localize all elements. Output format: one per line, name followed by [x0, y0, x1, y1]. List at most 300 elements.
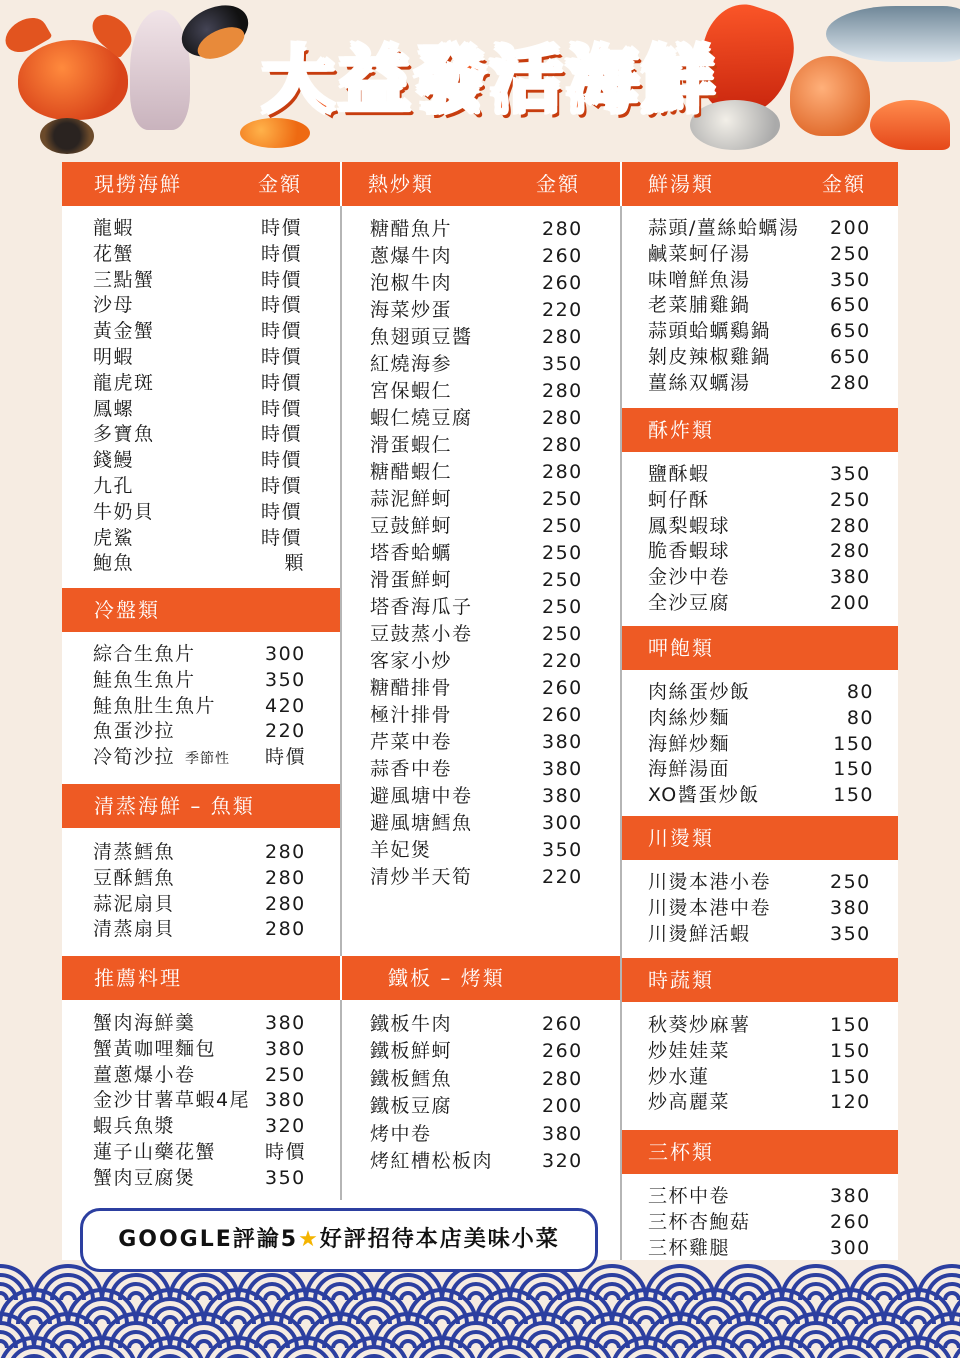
- menu-item-name: 鮭魚肚生魚片: [93, 694, 217, 717]
- menu-item-price: 260: [542, 245, 583, 267]
- menu-item-name: 海菜炒蛋: [370, 299, 453, 321]
- menu-item-price: 時價: [265, 1140, 307, 1163]
- menu-item-name: 炒高麗菜: [648, 1091, 731, 1114]
- wave-pattern: [0, 1260, 960, 1358]
- menu-item-name: 泡椒牛肉: [370, 272, 453, 294]
- menu-item: [648, 514, 871, 540]
- menu-item-price: 250: [830, 488, 871, 511]
- menu-item: [93, 719, 306, 745]
- menu-item: [93, 1140, 307, 1166]
- menu-item-name: 烤紅槽松板肉: [370, 1149, 494, 1172]
- menu-item-price: 350: [830, 463, 871, 485]
- menu-item-name: 龍蝦: [93, 217, 135, 239]
- section-header-fried: 酥炸類: [622, 408, 898, 452]
- menu-item: [93, 745, 307, 771]
- menu-item-name: 全沙豆腐: [648, 591, 731, 614]
- menu-item: [648, 488, 871, 514]
- menu-item-price: 時價: [265, 746, 307, 769]
- menu-item-price: 時價: [261, 294, 303, 317]
- menu-item-name: 綜合生魚片: [93, 643, 196, 665]
- section-header-steamed: 清蒸海鮮 – 魚類: [62, 784, 340, 828]
- menu-item-name: 鐵板豆腐: [370, 1095, 453, 1118]
- menu-item-price: 時價: [261, 371, 303, 394]
- menu-item-name: 黃金蟹: [93, 320, 155, 343]
- menu-item: [93, 1011, 306, 1037]
- menu-item: [370, 594, 583, 621]
- menu-item-name: 三杯中卷: [648, 1185, 731, 1207]
- menu-item-price: 250: [542, 623, 583, 645]
- section-items: [93, 840, 306, 943]
- menu-item-price: 380: [265, 1037, 306, 1060]
- menu-item-price: 300: [265, 643, 306, 665]
- menu-item: [648, 216, 871, 242]
- menu-item-price: 250: [542, 569, 583, 591]
- menu-item-price: 650: [830, 320, 871, 343]
- column-divider: [340, 206, 342, 956]
- menu-item: [370, 648, 583, 675]
- menu-item: [93, 448, 303, 474]
- menu-item-name: 芹菜中卷: [370, 731, 453, 753]
- menu-item: [648, 870, 871, 896]
- menu-item-name: 鮑魚: [93, 552, 135, 575]
- section-header-iron: 鐵板 – 烤類: [342, 956, 620, 1000]
- menu-item: [370, 216, 583, 243]
- menu-item-price: 320: [265, 1115, 306, 1138]
- menu-item-name: 魚蛋沙拉: [93, 720, 176, 743]
- menu-item: [648, 1090, 871, 1116]
- menu-item-name: 鐵板鱈魚: [370, 1067, 453, 1090]
- menu-item: [648, 319, 871, 345]
- menu-item-price: 80: [846, 706, 874, 729]
- menu-item-name: 宮保蝦仁: [370, 380, 453, 402]
- section-header-stirfry: 熱炒類 金額: [342, 162, 620, 206]
- menu-item-price: 時價: [261, 474, 303, 497]
- menu-item: [370, 378, 583, 405]
- menu-item: [370, 1011, 583, 1038]
- menu-item-price: 時價: [261, 345, 303, 368]
- menu-item: [370, 621, 583, 648]
- menu-item-price: 150: [830, 1014, 871, 1036]
- menu-item-price: 260: [542, 1013, 583, 1035]
- menu-item: [648, 242, 871, 268]
- menu-item: [648, 896, 871, 922]
- menu-item: [370, 675, 583, 702]
- menu-item: [93, 500, 303, 526]
- menu-item-price: 650: [830, 294, 871, 317]
- menu-item-name: 脆香蝦球: [648, 540, 731, 563]
- menu-item: [93, 1088, 306, 1114]
- section-items: [648, 462, 871, 617]
- menu-item-price: 260: [542, 272, 583, 294]
- menu-item-price: 380: [830, 1185, 871, 1207]
- menu-item: [93, 892, 306, 918]
- menu-item: [370, 1093, 583, 1120]
- google-review-banner: GOOGLE評論5★好評招待本店美味小菜: [80, 1208, 598, 1272]
- menu-item: [370, 729, 583, 756]
- menu-item-price: 280: [830, 540, 871, 563]
- menu-item-price: 300: [542, 812, 583, 834]
- menu-item: [93, 642, 306, 668]
- menu-item-name: 清蒸鱈魚: [93, 841, 176, 863]
- menu-item-price: 顆: [284, 552, 305, 575]
- menu-item-name: 清蒸扇貝: [93, 918, 176, 941]
- section-header-veg: 時蔬類: [622, 958, 898, 1002]
- menu-item-name: 多寶魚: [93, 423, 155, 446]
- section-header-blanched: 川燙類: [622, 816, 898, 860]
- menu-item-name: 老菜脯雞鍋: [648, 294, 751, 317]
- section-items: [370, 1011, 583, 1175]
- menu-item: [648, 293, 871, 319]
- menu-item: [648, 1039, 871, 1065]
- menu-item-name: XO醬蛋炒飯: [648, 784, 760, 807]
- menu-item-price: 280: [265, 866, 306, 889]
- menu-item: [93, 397, 303, 423]
- menu-item-name: 蔥爆牛肉: [370, 245, 453, 267]
- menu-item-name: 三杯杏鮑菇: [648, 1210, 751, 1233]
- menu-item: [370, 1121, 583, 1148]
- menu-item-name: 九孔: [93, 474, 135, 497]
- menu-item-name: 豆酥鱈魚: [93, 866, 176, 889]
- menu-item: [648, 268, 871, 294]
- menu-item-name: 鹽酥蝦: [648, 463, 710, 485]
- menu-item-price: 時價: [261, 500, 303, 523]
- restaurant-title: 大益發活海鮮: [261, 38, 718, 122]
- menu-item-price: 380: [542, 758, 583, 780]
- menu-item-name: 滑蛋鮮蚵: [370, 569, 453, 591]
- menu-item-name: 蒜頭蛤蠣鷄鍋: [648, 320, 772, 343]
- menu-item-price: 300: [830, 1236, 871, 1259]
- menu-item: [370, 405, 583, 432]
- section-header-cold: 冷盤類: [62, 588, 340, 632]
- amount-label: 金額: [258, 172, 302, 196]
- menu-item-name: 鳳梨蝦球: [648, 514, 731, 537]
- menu-item: [370, 324, 583, 351]
- menu-item: [370, 459, 583, 486]
- menu-item: [648, 732, 874, 758]
- menu-item-name: 糖醋排骨: [370, 677, 453, 699]
- menu-item: [93, 1166, 306, 1192]
- menu-item: [370, 432, 583, 459]
- menu-item-name: 炒水蓮: [648, 1065, 710, 1088]
- menu-item-price: 280: [542, 407, 583, 429]
- menu-item-price: 350: [830, 268, 871, 291]
- menu-item-price: 280: [542, 1067, 583, 1090]
- menu-item: [648, 1013, 871, 1039]
- menu-item-name: 羊妃煲: [370, 839, 432, 861]
- menu-item: [648, 1184, 871, 1210]
- menu-item: [648, 1210, 871, 1236]
- menu-item-name: 薑蔥爆小卷: [93, 1063, 196, 1086]
- menu-item: [648, 345, 871, 371]
- menu-item-price: 380: [830, 566, 871, 589]
- menu-item: [93, 526, 303, 552]
- menu-item-name: 蒜香中卷: [370, 758, 453, 780]
- menu-item: [370, 486, 583, 513]
- menu-item-price: 時價: [261, 526, 303, 549]
- menu-item-price: 時價: [261, 268, 303, 291]
- menu-item: [370, 702, 583, 729]
- menu-item-price: 260: [830, 1210, 871, 1233]
- menu-item-price: 250: [542, 515, 583, 537]
- section-header-soup: 鮮湯類 金額: [622, 162, 898, 206]
- menu-item-price: 420: [265, 694, 306, 717]
- menu-item-name: 蟹肉海鮮羹: [93, 1012, 196, 1034]
- menu-item: [93, 474, 303, 500]
- menu-item-price: 200: [830, 217, 871, 239]
- menu-item-name: 錢鰻: [93, 449, 135, 472]
- menu-item-name: 川燙本港中卷: [648, 896, 772, 919]
- menu-item-name: 極汁排骨: [370, 704, 453, 726]
- menu-item-name: 塔香蛤蠣: [370, 542, 453, 564]
- section-items: [648, 1184, 871, 1261]
- menu-item-price: 260: [542, 1040, 583, 1063]
- menu-item-price: 280: [542, 218, 583, 240]
- menu-item-name: 蓮子山藥花蟹: [93, 1140, 217, 1163]
- menu-item: [93, 917, 306, 943]
- menu-item: [93, 694, 306, 720]
- menu-item-name: 三杯雞腿: [648, 1236, 731, 1259]
- menu-item-price: 200: [542, 1095, 583, 1118]
- menu-item-name: 魚翅頭豆醬: [370, 326, 473, 348]
- menu-item-name: 味噌鮮魚湯: [648, 268, 751, 291]
- menu-item-name: 肉絲炒麵: [648, 706, 731, 729]
- menu-item-name: 避風塘中卷: [370, 785, 473, 807]
- menu-item-price: 380: [830, 896, 871, 919]
- section-items: [648, 1013, 871, 1116]
- menu-item-price: 380: [542, 1122, 583, 1145]
- menu-item-name: 金沙中卷: [648, 566, 731, 589]
- menu-item-name: 冷筍沙拉: [93, 746, 176, 769]
- menu-item: [648, 371, 871, 397]
- menu-item: [370, 1148, 583, 1175]
- section-items: [370, 216, 583, 891]
- menu-item-name: 塔香海瓜子: [370, 596, 473, 618]
- menu-item-price: 150: [830, 1065, 871, 1088]
- menu-item: [648, 565, 871, 591]
- menu-item: [370, 351, 583, 378]
- menu-item-price: 250: [542, 542, 583, 564]
- menu-item-price: 260: [542, 704, 583, 726]
- menu-item-price: 時價: [261, 217, 303, 239]
- menu-item-price: 280: [542, 461, 583, 483]
- menu-item-price: 280: [542, 380, 583, 402]
- menu-item-name: 金沙甘薯草蝦4尾: [93, 1089, 251, 1112]
- menu-item-price: 650: [830, 345, 871, 368]
- menu-item: [93, 293, 303, 319]
- menu-item: [648, 462, 871, 488]
- menu-item-price: 280: [265, 918, 306, 941]
- menu-item-price: 150: [833, 784, 874, 807]
- menu-item: [370, 756, 583, 783]
- menu-item: [370, 567, 583, 594]
- menu-item-name: 炒娃娃菜: [648, 1039, 731, 1062]
- menu-item-name: 蝦兵魚漿: [93, 1115, 176, 1138]
- menu-item-name: 豆鼓蒸小卷: [370, 623, 473, 645]
- menu-item-name: 蟹肉豆腐煲: [93, 1166, 196, 1189]
- menu-item-price: 250: [830, 242, 871, 265]
- menu-item: [93, 866, 306, 892]
- menu-item-price: 280: [265, 892, 306, 915]
- menu-item-name: 蚵仔酥: [648, 488, 710, 511]
- section-header-rice: 呷飽類: [622, 626, 898, 670]
- menu-item-name: 蒜泥鮮蚵: [370, 488, 453, 510]
- menu-item-price: 350: [542, 839, 583, 861]
- menu-item-name: 虎鯊: [93, 526, 135, 549]
- menu-item-price: 380: [542, 785, 583, 807]
- menu-item-name: 蝦仁燒豆腐: [370, 407, 473, 429]
- menu-item-price: 150: [830, 1039, 871, 1062]
- menu-item-price: 220: [542, 650, 583, 672]
- menu-item-price: 250: [542, 488, 583, 510]
- menu-item-price: 150: [833, 732, 874, 755]
- menu-item: [93, 242, 303, 268]
- menu-item: [648, 591, 871, 617]
- menu-item-name: 紅燒海参: [370, 353, 453, 375]
- section-items: [648, 680, 874, 809]
- menu-item-price: 250: [830, 871, 871, 893]
- menu-item: [370, 864, 583, 891]
- menu-item-price: 150: [833, 758, 874, 781]
- menu-item: [648, 539, 871, 565]
- menu-item: [648, 922, 871, 948]
- menu-item: [93, 422, 303, 448]
- menu-item-name: 鳳螺: [93, 397, 135, 420]
- menu-item-price: 350: [265, 668, 306, 691]
- menu-item: [370, 297, 583, 324]
- menu-item-name: 沙母: [93, 294, 135, 317]
- menu-item-price: 380: [542, 731, 583, 753]
- menu-item-name: 花蟹: [93, 242, 135, 265]
- menu-item: [93, 268, 303, 294]
- menu-item-name: 避風塘鱈魚: [370, 812, 473, 834]
- menu-item-name: 清炒半天筍: [370, 866, 473, 888]
- menu-item-name: 鹹菜蚵仔湯: [648, 242, 751, 265]
- menu-item: [648, 757, 874, 783]
- menu-item: [370, 810, 583, 837]
- section-items: [648, 216, 871, 397]
- menu-item: [93, 319, 303, 345]
- menu-item-price: 時價: [261, 320, 303, 343]
- menu-item: [93, 1114, 306, 1140]
- menu-item-name: 烤中卷: [370, 1122, 432, 1145]
- menu-item-price: 220: [542, 299, 583, 321]
- section-items: [648, 870, 871, 947]
- menu-item-price: 280: [830, 514, 871, 537]
- menu-item-price: 時價: [261, 242, 303, 265]
- menu-item: [370, 513, 583, 540]
- menu-item-price: 380: [265, 1089, 306, 1112]
- menu-item-name: 川燙本港小卷: [648, 871, 772, 893]
- menu-item-name: 秋葵炒麻薯: [648, 1014, 751, 1036]
- menu-item-price: 220: [542, 866, 583, 888]
- menu-item: [370, 540, 583, 567]
- menu-item: [93, 840, 306, 866]
- menu-item-price: 時價: [261, 423, 303, 446]
- menu-item-price: 120: [830, 1091, 871, 1114]
- menu-item-price: 320: [542, 1149, 583, 1172]
- menu-item: [93, 668, 306, 694]
- amount-label: 金額: [822, 172, 866, 196]
- menu-item: [370, 270, 583, 297]
- menu-item-price: 260: [542, 677, 583, 699]
- section-items: [93, 216, 305, 577]
- amount-label: 金額: [536, 172, 580, 196]
- menu-item-name: 三點蟹: [93, 268, 155, 291]
- menu-item-name: 滑蛋蝦仁: [370, 434, 453, 456]
- menu-item-name: 海鮮炒麵: [648, 732, 731, 755]
- menu-item-name: 龍虎斑: [93, 371, 155, 394]
- menu-item-name: 蟹黃咖哩麵包: [93, 1037, 217, 1060]
- menu-item-price: 380: [265, 1012, 306, 1034]
- menu-item: [370, 837, 583, 864]
- menu-item-price: 220: [265, 720, 306, 743]
- menu-item-name: 薑絲双蠣湯: [648, 371, 751, 394]
- menu-item: [370, 1038, 583, 1065]
- menu-item-price: 280: [830, 371, 871, 394]
- menu-item-price: 時價: [261, 449, 303, 472]
- menu-item-name: 明蝦: [93, 345, 135, 368]
- section-items: [93, 1011, 307, 1192]
- menu-item: [370, 243, 583, 270]
- menu-item-name: 海鮮湯面: [648, 758, 731, 781]
- section-header-live: 現撈海鮮 金額: [62, 162, 340, 206]
- star-icon: ★: [298, 1227, 320, 1252]
- menu-item: [93, 345, 303, 371]
- menu-item-price: 350: [542, 353, 583, 375]
- menu-item-name: 客家小炒: [370, 650, 453, 672]
- menu-item-name: 剝皮辣椒雞鍋: [648, 345, 772, 368]
- menu-item: [93, 216, 303, 242]
- menu-item: [648, 706, 874, 732]
- menu-item-note: 季節性: [185, 751, 231, 768]
- menu-item: [93, 551, 305, 577]
- menu-item: [93, 1037, 306, 1063]
- menu-item: [93, 1063, 306, 1089]
- menu-item-price: 時價: [261, 397, 303, 420]
- section-items: [93, 642, 307, 771]
- menu-item-name: 糖醋魚片: [370, 218, 453, 240]
- menu-item-price: 350: [265, 1166, 306, 1189]
- menu-item-price: 280: [265, 841, 306, 863]
- menu-item-price: 80: [846, 681, 874, 703]
- menu-item: [648, 680, 874, 706]
- menu-item: [370, 783, 583, 810]
- menu-item-name: 糖醋蝦仁: [370, 461, 453, 483]
- column-divider: [340, 1000, 342, 1200]
- menu-item: [370, 1066, 583, 1093]
- menu-item-name: 牛奶貝: [93, 500, 155, 523]
- menu-item-name: 蒜頭/薑絲蛤蠣湯: [648, 217, 800, 239]
- section-header-recommend: 推薦料理: [62, 956, 340, 1000]
- menu-item-name: 肉絲蛋炒飯: [648, 681, 751, 703]
- menu-item-name: 川燙鮮活蝦: [648, 922, 751, 945]
- menu-item: [93, 371, 303, 397]
- menu-item: [648, 783, 874, 809]
- menu-item-price: 350: [830, 922, 871, 945]
- menu-item-name: 豆鼓鮮蚵: [370, 515, 453, 537]
- menu-item-name: 蒜泥扇貝: [93, 892, 176, 915]
- menu-item: [648, 1236, 871, 1262]
- menu-item-price: 200: [830, 591, 871, 614]
- menu-item-price: 280: [542, 434, 583, 456]
- menu-item-price: 280: [542, 326, 583, 348]
- menu-item-name: 鮭魚生魚片: [93, 668, 196, 691]
- menu-item: [648, 1065, 871, 1091]
- menu-item-name: 鐵板鮮蚵: [370, 1040, 453, 1063]
- menu-item-name: 鐵板牛肉: [370, 1013, 453, 1035]
- section-header-threecup: 三杯類: [622, 1130, 898, 1174]
- menu-item-price: 250: [542, 596, 583, 618]
